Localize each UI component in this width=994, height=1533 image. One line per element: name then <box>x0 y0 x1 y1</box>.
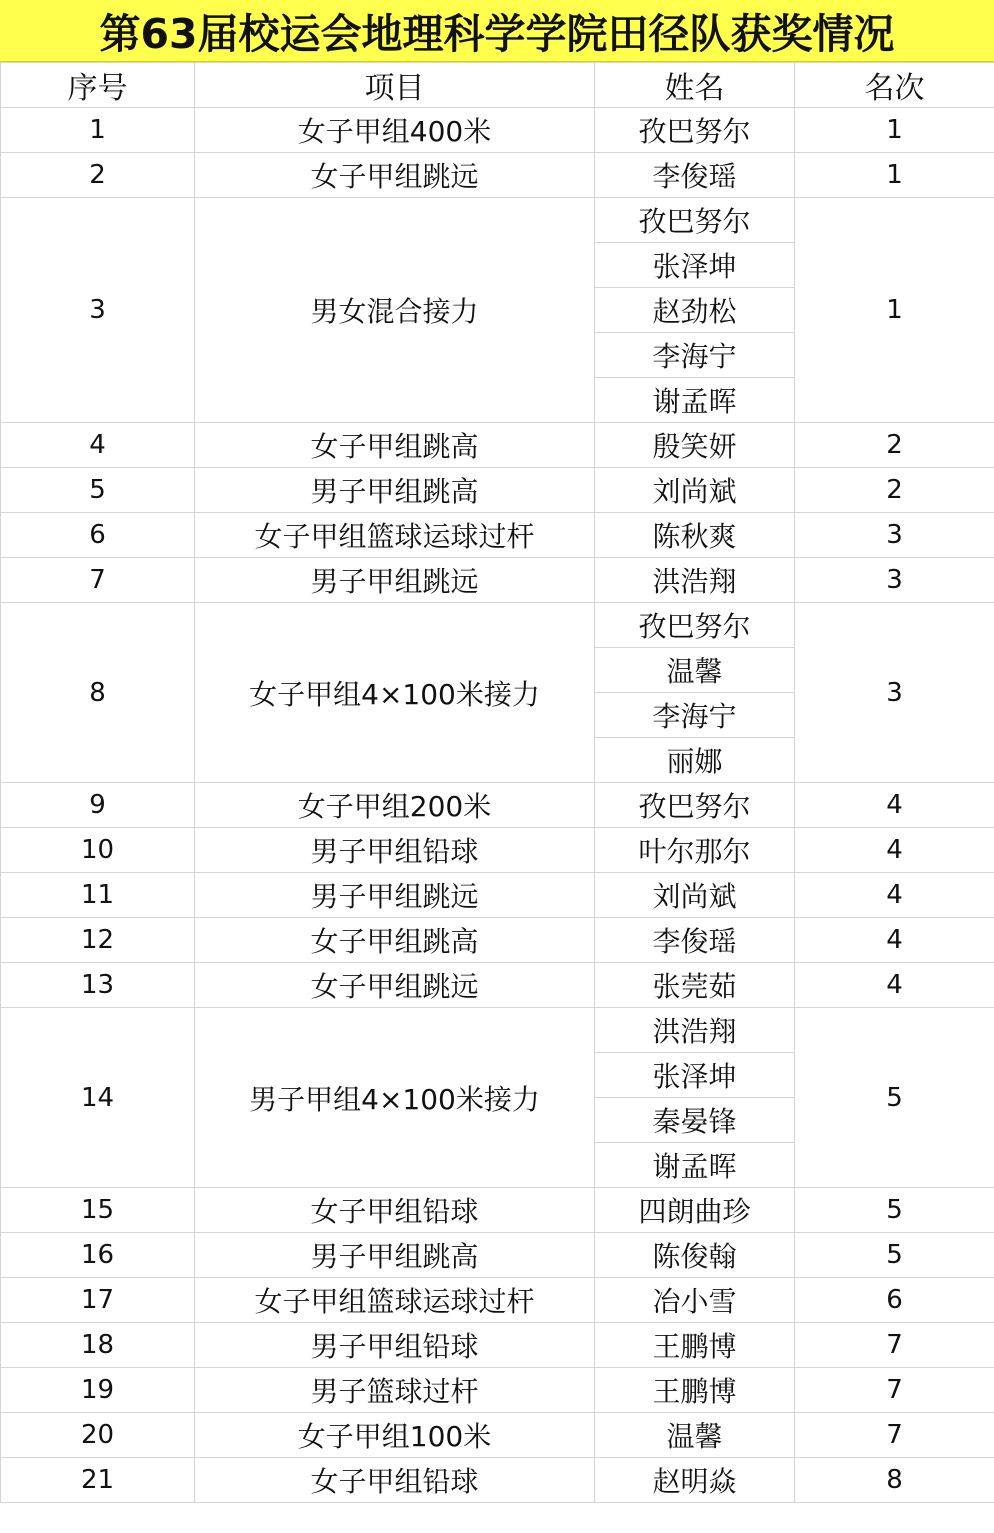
header-row <box>1 63 994 108</box>
cell-event[interactable]: 男子篮球过杆 <box>195 1368 595 1413</box>
table-row <box>1 468 994 513</box>
cell-seq[interactable]: 19 <box>1 1368 195 1413</box>
cell-rank[interactable]: 4 <box>795 918 994 963</box>
cell-rank[interactable]: 7 <box>795 1413 994 1458</box>
cell-seq[interactable]: 21 <box>1 1458 195 1503</box>
cell-event[interactable]: 女子甲组跳高 <box>195 423 595 468</box>
cell-event[interactable]: 女子甲组100米 <box>195 1413 595 1458</box>
cell-name[interactable]: 温馨 <box>595 648 795 693</box>
cell-name[interactable]: 王鹏博 <box>595 1323 795 1368</box>
cell-seq[interactable]: 14 <box>1 1008 195 1188</box>
cell-seq[interactable]: 2 <box>1 153 195 198</box>
cell-event[interactable]: 男子甲组跳高 <box>195 1233 595 1278</box>
cell-seq[interactable]: 16 <box>1 1233 195 1278</box>
table-row <box>1 198 994 243</box>
table-row <box>1 153 994 198</box>
cell-event[interactable]: 女子甲组400米 <box>195 108 595 153</box>
cell-seq[interactable]: 5 <box>1 468 195 513</box>
cell-event[interactable]: 男子甲组铅球 <box>195 828 595 873</box>
cell-rank[interactable]: 1 <box>795 198 994 423</box>
cell-name[interactable]: 孜巴努尔 <box>595 108 795 153</box>
cell-name[interactable]: 殷笑妍 <box>595 423 795 468</box>
table-row <box>1 873 994 918</box>
cell-rank[interactable]: 6 <box>795 1278 994 1323</box>
table-row <box>1 558 994 603</box>
cell-rank[interactable]: 3 <box>795 558 994 603</box>
cell-name[interactable]: 张泽坤 <box>595 243 795 288</box>
cell-name[interactable]: 丽娜 <box>595 738 795 783</box>
cell-name[interactable]: 秦晏锋 <box>595 1098 795 1143</box>
cell-name[interactable]: 谢孟晖 <box>595 1143 795 1188</box>
cell-name[interactable]: 刘尚斌 <box>595 468 795 513</box>
cell-name[interactable]: 孜巴努尔 <box>595 198 795 243</box>
cell-event[interactable]: 男子甲组跳远 <box>195 873 595 918</box>
cell-name[interactable]: 四朗曲珍 <box>595 1188 795 1233</box>
cell-rank[interactable]: 1 <box>795 108 994 153</box>
cell-event[interactable]: 女子甲组篮球运球过杆 <box>195 513 595 558</box>
cell-rank[interactable]: 5 <box>795 1188 994 1233</box>
table-row <box>1 513 994 558</box>
table-row <box>1 603 994 648</box>
table-row <box>1 1368 994 1413</box>
table-row <box>1 1458 994 1503</box>
table-row <box>1 1233 994 1278</box>
cell-seq[interactable]: 17 <box>1 1278 195 1323</box>
cell-seq[interactable]: 3 <box>1 198 195 423</box>
cell-rank[interactable]: 4 <box>795 873 994 918</box>
cell-rank[interactable]: 2 <box>795 468 994 513</box>
cell-event[interactable]: 男子甲组跳高 <box>195 468 595 513</box>
table-row <box>1 423 994 468</box>
cell-seq[interactable]: 1 <box>1 108 195 153</box>
cell-name[interactable]: 李海宁 <box>595 333 795 378</box>
cell-name[interactable]: 刘尚斌 <box>595 873 795 918</box>
cell-event[interactable]: 女子甲组篮球运球过杆 <box>195 1278 595 1323</box>
table-row <box>1 1413 994 1458</box>
cell-event[interactable]: 女子甲组跳远 <box>195 153 595 198</box>
cell-seq[interactable]: 7 <box>1 558 195 603</box>
header-event[interactable]: 项目 <box>195 63 595 108</box>
cell-rank[interactable]: 2 <box>795 423 994 468</box>
cell-rank[interactable]: 5 <box>795 1008 994 1188</box>
cell-name[interactable]: 叶尔那尔 <box>595 828 795 873</box>
table-row <box>1 1278 994 1323</box>
cell-seq[interactable]: 4 <box>1 423 195 468</box>
cell-rank[interactable]: 5 <box>795 1233 994 1278</box>
table-row <box>1 918 994 963</box>
cell-event[interactable]: 男子甲组铅球 <box>195 1323 595 1368</box>
cell-event[interactable]: 女子甲组跳高 <box>195 918 595 963</box>
cell-rank[interactable]: 4 <box>795 783 994 828</box>
cell-rank[interactable]: 3 <box>795 603 994 783</box>
cell-name[interactable]: 陈俊翰 <box>595 1233 795 1278</box>
cell-seq[interactable]: 20 <box>1 1413 195 1458</box>
cell-event[interactable]: 女子甲组200米 <box>195 783 595 828</box>
cell-name[interactable]: 洪浩翔 <box>595 1008 795 1053</box>
cell-event[interactable]: 女子甲组铅球 <box>195 1188 595 1233</box>
cell-seq[interactable]: 8 <box>1 603 195 783</box>
cell-name[interactable]: 李俊瑶 <box>595 153 795 198</box>
header-rank[interactable]: 名次 <box>795 63 994 108</box>
table-row <box>1 1323 994 1368</box>
cell-event[interactable]: 女子甲组跳远 <box>195 963 595 1008</box>
awards-table <box>0 62 994 1503</box>
table-body <box>1 108 994 1503</box>
cell-seq[interactable]: 18 <box>1 1323 195 1368</box>
cell-seq[interactable]: 9 <box>1 783 195 828</box>
cell-seq[interactable]: 15 <box>1 1188 195 1233</box>
cell-name[interactable]: 王鹏博 <box>595 1368 795 1413</box>
cell-rank[interactable]: 4 <box>795 963 994 1008</box>
cell-seq[interactable]: 10 <box>1 828 195 873</box>
table-row <box>1 1188 994 1233</box>
cell-name[interactable]: 赵明焱 <box>595 1458 795 1503</box>
cell-name[interactable]: 孜巴努尔 <box>595 603 795 648</box>
sheet-title: 第63届校运会地理科学学院田径队获奖情况 <box>0 0 994 62</box>
header-seq[interactable]: 序号 <box>1 63 195 108</box>
cell-event[interactable]: 男子甲组4×100米接力 <box>195 1008 595 1188</box>
cell-name[interactable]: 李海宁 <box>595 693 795 738</box>
cell-rank[interactable]: 1 <box>795 153 994 198</box>
cell-name[interactable]: 李俊瑶 <box>595 918 795 963</box>
cell-name[interactable]: 张泽坤 <box>595 1053 795 1098</box>
cell-name[interactable]: 谢孟晖 <box>595 378 795 423</box>
cell-seq[interactable]: 13 <box>1 963 195 1008</box>
cell-name[interactable]: 张莞茹 <box>595 963 795 1008</box>
table-row <box>1 828 994 873</box>
table-row <box>1 1008 994 1053</box>
table-row <box>1 783 994 828</box>
cell-seq[interactable]: 11 <box>1 873 195 918</box>
cell-seq[interactable]: 12 <box>1 918 195 963</box>
cell-seq[interactable]: 6 <box>1 513 195 558</box>
cell-name[interactable]: 陈秋爽 <box>595 513 795 558</box>
cell-name[interactable]: 冶小雪 <box>595 1278 795 1323</box>
cell-rank[interactable]: 7 <box>795 1323 994 1368</box>
cell-name[interactable]: 孜巴努尔 <box>595 783 795 828</box>
cell-rank[interactable]: 4 <box>795 828 994 873</box>
cell-name[interactable]: 赵劲松 <box>595 288 795 333</box>
cell-event[interactable]: 男子甲组跳远 <box>195 558 595 603</box>
cell-rank[interactable]: 8 <box>795 1458 994 1503</box>
header-name[interactable]: 姓名 <box>595 63 795 108</box>
cell-event[interactable]: 男女混合接力 <box>195 198 595 423</box>
cell-name[interactable]: 洪浩翔 <box>595 558 795 603</box>
cell-rank[interactable]: 3 <box>795 513 994 558</box>
cell-event[interactable]: 女子甲组4×100米接力 <box>195 603 595 783</box>
cell-name[interactable]: 温馨 <box>595 1413 795 1458</box>
table-row <box>1 108 994 153</box>
table-row <box>1 963 994 1008</box>
cell-rank[interactable]: 7 <box>795 1368 994 1413</box>
cell-event[interactable]: 女子甲组铅球 <box>195 1458 595 1503</box>
